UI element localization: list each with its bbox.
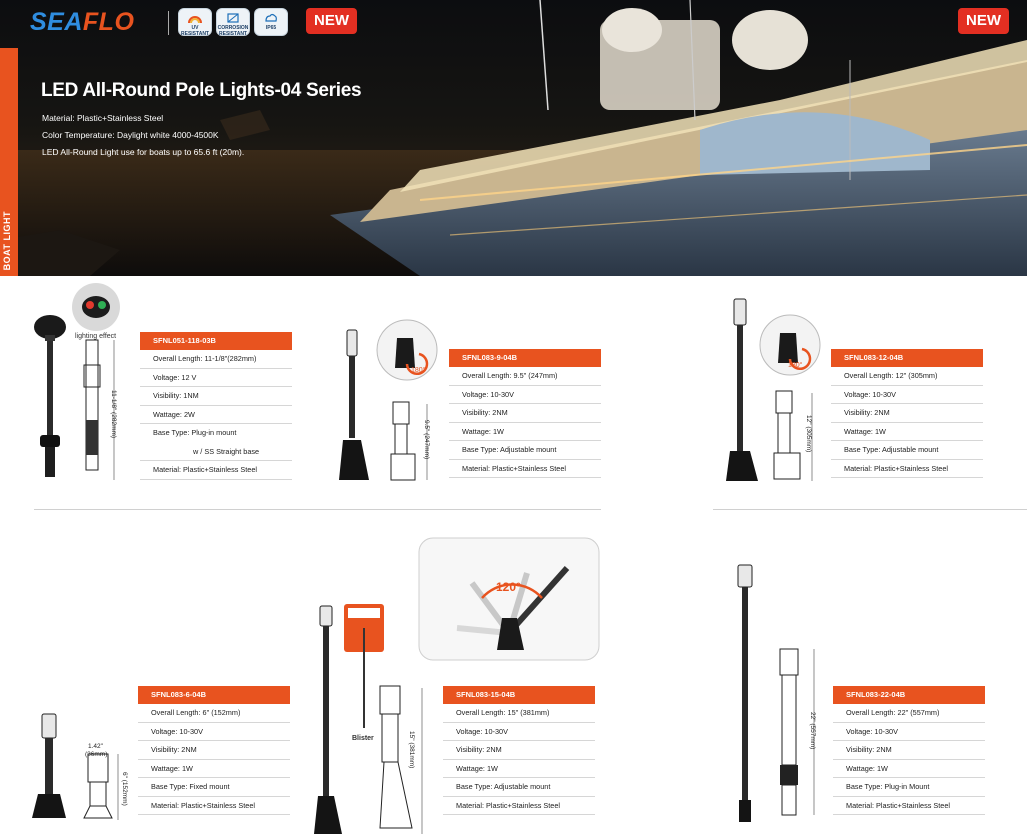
corrosion-resistant-label: CORROSION RESISTANT [217,25,249,37]
width-dimension-metric-label: (36mm) [85,751,108,758]
spec-visibility: Visibility: 1NM [140,387,292,406]
dimension-label: 15" (381mm) [408,731,415,769]
ip65-label: IP65 [265,25,277,31]
dimension-label: 12" (305mm) [805,415,812,453]
new-badge: NEW [306,8,357,34]
spec-material: Material: Plastic+Stainless Steel [138,797,290,816]
angle-label: 120° [496,580,521,594]
spec-length: Overall Length: 11-1/8"(282mm) [140,350,292,369]
uv-resistant-badge [178,8,212,36]
spec-table [449,349,601,478]
spec-voltage: Voltage: 10-30V [449,386,601,405]
spec-base-type: Base Type: Adjustable mount [831,441,983,460]
spec-base-type: Base Type: Plug-in mount [153,428,237,437]
rotation-label: 180° [411,367,426,374]
seaflo-logo: SEAFLO [30,8,135,36]
spec-material: Material: Plastic+Stainless Steel [449,460,601,479]
spec-wattage: Wattage: 1W [449,423,601,442]
spec-visibility: Visibility: 2NM [449,404,601,423]
spec-visibility: Visibility: 2NM [833,741,985,760]
ip65-icon [264,12,278,24]
spec-base-type: Base Type: Fixed mount [138,778,290,797]
corrosion-resistant-badge [216,8,250,36]
product-code: SFNL083-15-04B [443,686,595,704]
logo-divider [168,11,169,35]
hero-usage-line: LED All-Round Light use for boats up to 65.6 ft (20m). [42,147,245,157]
width-dimension-label: 1.42" [88,743,103,750]
product-code: SFNL083-12-04B [831,349,983,367]
blister-label: Blister [352,735,374,742]
spec-base-type: Base Type: Adjustable mount [443,778,595,797]
spec-material: Material: Plastic+Stainless Steel [443,797,595,816]
hero-color-temp-line: Color Temperature: Daylight white 4000-4500K [42,130,219,140]
spec-visibility: Visibility: 2NM [138,741,290,760]
spec-wattage: Wattage: 2W [140,406,292,425]
spec-length: Overall Length: 9.5" (247mm) [449,367,601,386]
dimension-label: 9.5" (247mm) [423,420,430,460]
product-code: SFNL083-9-04B [449,349,601,367]
spec-wattage: Wattage: 1W [443,760,595,779]
spec-base-type: Base Type: Plug-in Mount [833,778,985,797]
product-code: SFNL051-118-03B [140,332,292,350]
spec-table [138,686,290,815]
spec-wattage: Wattage: 1W [833,760,985,779]
dimension-label: 6" (152mm) [121,772,128,806]
uv-resistant-label: UV RESISTANT [181,25,209,37]
spec-base-detail: w / SS Straight base [140,443,292,462]
spec-visibility: Visibility: 2NM [443,741,595,760]
dimension-label: 22" (557mm) [809,712,816,750]
spec-visibility: Visibility: 2NM [831,404,983,423]
lighting-effect-label: lighting effect [75,333,117,340]
spec-table [140,332,292,480]
rotation-label: 180° [788,362,803,369]
spec-table [833,686,985,815]
product-code: SFNL083-22-04B [833,686,985,704]
spec-voltage: Voltage: 10-30V [831,386,983,405]
spec-length: Overall Length: 12" (305mm) [831,367,983,386]
spec-table [831,349,983,478]
spec-table [443,686,595,815]
spec-material: Material: Plastic+Stainless Steel [140,461,292,480]
corrosion-resistant-icon [226,12,240,24]
hero-material-line: Material: Plastic+Stainless Steel [42,113,164,123]
side-tab-label: BOAT LIGHT [2,210,12,270]
product-code: SFNL083-6-04B [138,686,290,704]
spec-voltage: Voltage: 10-30V [443,723,595,742]
pole-light-photo [730,565,830,835]
pole-light-photo [720,295,830,485]
spec-length: Overall Length: 22" (557mm) [833,704,985,723]
spec-voltage: Voltage: 10-30V [138,723,290,742]
pole-light-photo [335,320,445,490]
uv-resistant-icon [188,12,202,24]
dimension-label: 11-1/8" (282mm) [110,390,117,439]
ip65-badge [254,8,288,36]
new-badge-right: NEW [958,8,1009,34]
category-side-tab [0,48,18,276]
hero-banner [0,0,1027,276]
spec-wattage: Wattage: 1W [138,760,290,779]
spec-length: Overall Length: 6" (152mm) [138,704,290,723]
row-divider [34,509,601,510]
spec-base-type: Base Type: Adjustable mount [449,441,601,460]
spec-voltage: Voltage: 10-30V [833,723,985,742]
spec-material: Material: Plastic+Stainless Steel [833,797,985,816]
pole-light-photo [30,285,130,485]
hero-title: LED All-Round Pole Lights-04 Series [41,80,362,101]
spec-length: Overall Length: 15" (381mm) [443,704,595,723]
row-divider [713,509,1027,510]
spec-material: Material: Plastic+Stainless Steel [831,460,983,479]
spec-wattage: Wattage: 1W [831,423,983,442]
spec-voltage: Voltage: 12 V [140,369,292,388]
